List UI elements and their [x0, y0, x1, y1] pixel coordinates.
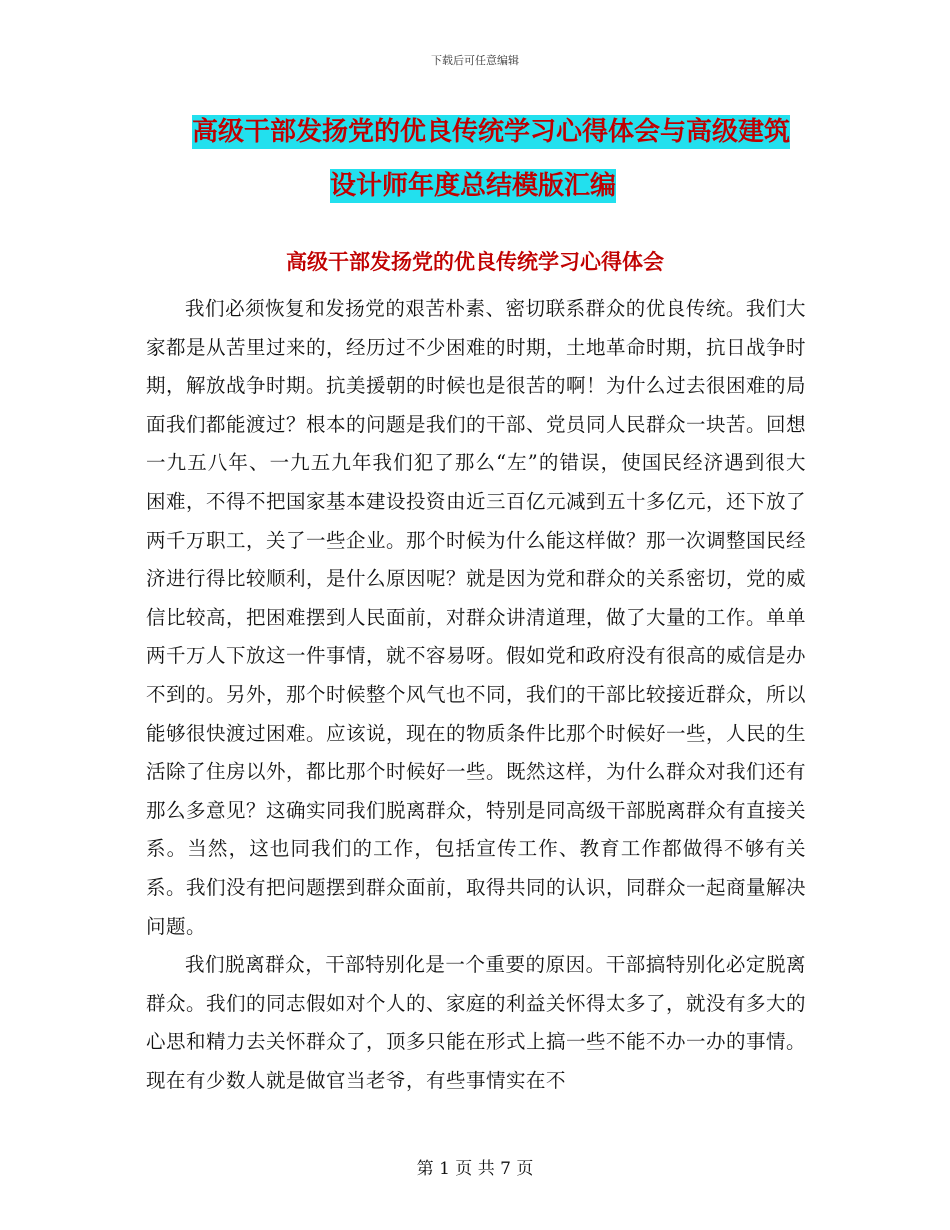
title-line-2 [140, 162, 840, 210]
title-line-1-text: 高级干部发扬党的优良传统学习心得体会与高级建筑 [192, 117, 791, 147]
body-text [146, 290, 806, 1100]
title-line-2-text: 设计师年度总结模版汇编 [330, 171, 617, 201]
header-note: 下载后可任意编辑 [431, 54, 519, 67]
section-title: 高级干部发扬党的优良传统学习心得体会 [286, 250, 664, 274]
paragraph-2: 我们脱离群众，干部特别化是一个重要的原因。干部搞特别化必定脱离群众。我们的同志假如对个人的、家庭的利益关怀得太多了，就没有多大的心思和精力去关怀群众了，顶多只能在形式上搞一些不能不办一办的事情。现在有少数人就是做官当老爷，有些事情实在不 [146, 953, 807, 1092]
page-footer: 第 1 页 共 7 页 [416, 1159, 534, 1179]
document-title [140, 108, 840, 210]
title-line-1 [140, 108, 840, 156]
paragraph-1: 我们必须恢复和发扬党的艰苦朴素、密切联系群众的优良传统。我们大家都是从苦里过来的，经历过不少困难的时期，土地革命时期，抗日战争时期，解放战争时期。抗美援朝的时候也是很苦的啊！为什么过去很困难的局面我们都能渡过？根本的问题是我们的干部、党员同人民群众一块苦。回想一九五八年、一九五九年我们犯了那么“左”的错误，使国民经济遇到很大困难，不得不把国家基本建设投资由近三百亿元减到五十多亿元，还下放了两千万职工，关了一些企业。那个时候为什么能这样做？那一次调整国民经济进行得比较顺利，是什么原因呢？就是因为党和群众的关系密切，党的威信比较高，把困难摆到人民面前，对群众讲清道理，做了大量的工作。单单两千万人下放这一件事情，就不容易呀。假如党和政府没有很高的威信是办不到的。另外，那个时候整个风气也不同，我们的干部比较接近群众，所以能够很快渡过困难。应该说，现在的物质条件比那个时候好一些，人民的生活除了住房以外，都比那个时候好一些。既然这样，为什么群众对我们还有那么多意见？这确实同我们脱离群众，特别是同高级干部脱离群众有直接关系。当然，这也同我们的工作，包括宣传工作、教育工作都做得不够有关系。我们没有把问题摆到群众面前，取得共同的认识，同群众一起商量解决问题。 [146, 297, 807, 938]
